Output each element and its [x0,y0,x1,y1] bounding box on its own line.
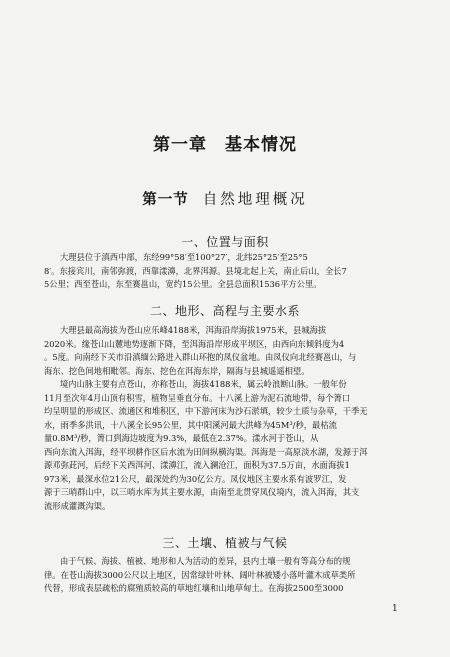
text-line: 律。在苍山海拔3000公尺以上地区，因常绿针叶林、阔叶林被矮小落叶灌木成草类所 [44,569,356,580]
text-line: 均呈明显的形成区、流通区和堆积区，中下游河床为沙石淤填，较少土质与杂草，干季无 [44,406,368,416]
text-line: 大理县位于滇西中部，东经99°58′至100°27′，北纬25°25′至25°5 [60,252,308,262]
text-line: 2020米。缘苍山山麓地势逐渐下降，至洱海沿岸形成平坝区，由西向东倾斜度为4 [44,338,345,349]
section-number: 第一节 [142,191,189,208]
page-number: 1 [392,604,398,614]
text-line: 5公里；西至苍山，东至赛邕山，宽约15公里。全县总面积1536平方公里。 [44,279,322,289]
section-name: 自然地理概况 [202,192,308,208]
chapter-title: 第一章 基本情况 [153,135,297,155]
subsection-heading-location: 一、位置与面积 [181,235,269,249]
text-line: 代替，形成表层疏松的腐殖质较高的草地红壤和山地草甸土。在海拔2500至3000 [44,583,344,593]
section-title [0,188,450,209]
text-line: 西向东流入洱海，经平坝耕作区后水流为田间纵横沟渠。洱海是一高原淡水湖，发源于洱 [44,446,368,457]
text-line: 海东、挖色间地相毗邻。海东、挖色在洱海东岸，隔海与县城遥遥相望。 [44,365,310,376]
text-line: 源于三哨群山中，以三哨水库为其主要水源，由南至北贯穿凤仪境内，流入洱海，其支 [44,487,360,497]
text-line: 水，雨季多洪讯，十八溪全长95公里，其中阳溪河最大洪峰为45M³/秒，最枯流 [44,419,337,430]
text-line: 境内山脉主要有点苍山，亦称苍山，海拔4188米，属云岭浪断山脉。一般年份 [60,379,347,389]
text-line: 973米，最深水位21公尺，最深处约为30亿公方。凤仪地区主要水系有波罗江，发 [44,473,347,484]
text-line: 流形成灌溉沟渠。 [44,500,111,511]
text-line: 量0.8M³/秒，箐口到海边坡度为9.3%，最低在2.37%。漾水河于苍山，从 [44,433,319,443]
text-line: 。5度。向南经下关市沿滇缅公路进入群山环抱的凤仪盆地。由凤仪向北经赛邕山，与 [44,352,357,362]
subsection-heading-terrain: 二、地形、高程与主要水系 [149,304,300,318]
text-line: 8′。东接宾川，南邻弥渡，西靠漾濞，北界洱源。县境北起上关，南止后山，全长7 [44,265,347,276]
text-line: 源邓弥茈河，后经下关西洱河、漾濞江，流入澜沧江，面积为37.5万亩，水面海拔1 [44,460,350,470]
paragraph-location [44,251,410,292]
paragraph-soil-climate [44,555,410,596]
text-line: 11月至次年4月山顶有积雪，植物呈垂直分布。十八溪上游为泥石流地带，每个箐口 [44,392,351,403]
paragraph-terrain [44,324,410,513]
text-line: 大理县最高海拔为苍山应乐峰4188米，洱海沿岸海拔1975米，县城海拔 [60,325,327,335]
text-line: 由于气候、海拔、植被、地形和人为活动的差异，县内土壤一般有等高分布的规 [60,556,351,566]
subsection-heading-soil-climate: 三、土壤、植被与气候 [162,536,288,550]
